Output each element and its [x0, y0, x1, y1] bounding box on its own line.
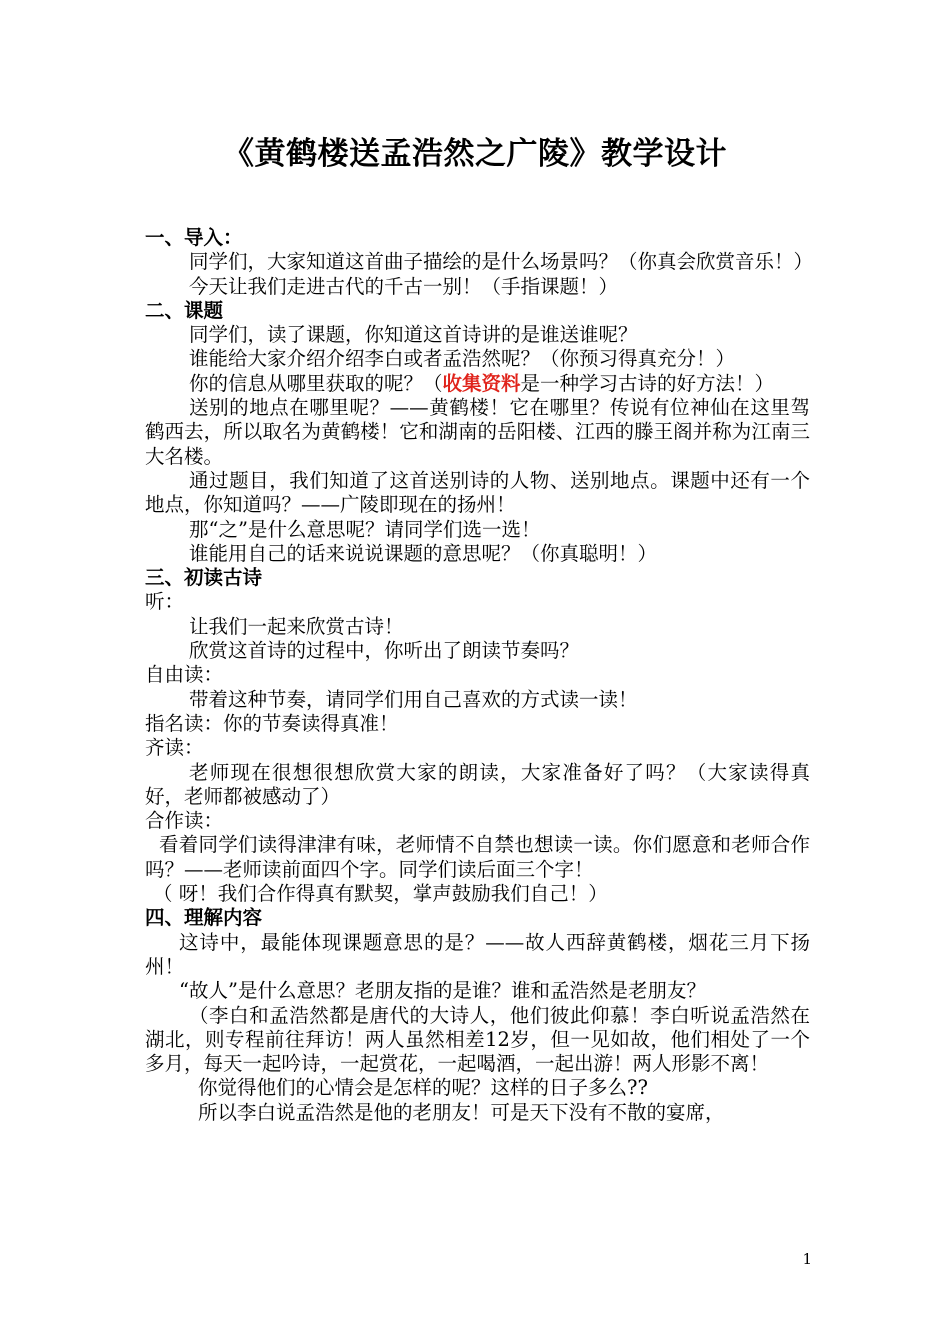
paragraph: 谁能用自己的话来说说课题的意思呢？（你真聪明！） [189, 541, 658, 565]
paragraph: 通过题目，我们知道了这首送别诗的人物、送别地点。课题中还有一个地点，你知道吗？——广陵即现在的扬州！ [145, 468, 810, 517]
paragraph: 带着这种节奏，请同学们用自己喜欢的方式读一读！ [189, 687, 638, 711]
highlighted-keyword: 收集资料 [442, 371, 521, 395]
paragraph: 欣赏这首诗的过程中，你听出了朗读节奏吗？ [189, 639, 580, 663]
subheading-group-reading: 齐读： [145, 736, 204, 760]
paragraph: 同学们，读了课题，你知道这首诗讲的是谁送谁呢？ [189, 323, 638, 347]
paragraph: 看着同学们读得津津有味，老师情不自禁也想读一读。你们愿意和老师合作吗？——老师读前面四个字。同学们读后面三个字！ [145, 833, 810, 881]
page-number: 1 [802, 1250, 812, 1268]
paragraph: “故人”是什么意思？老朋友指的是谁？谁和孟浩然是老朋友？ [179, 979, 706, 1003]
paragraph: 送别的地点在哪里呢？——黄鹤楼！它在哪里？传说有位神仙在这里驾鹤西去，所以取名为黄鹤楼！它和湖南的岳阳楼、江西的滕王阁并称为江南三大名楼。 [145, 396, 810, 468]
paragraph: 老师现在很想很想欣赏大家的朗读，大家准备好了吗？（大家读得真好，老师都被感动了） [145, 760, 810, 808]
paragraph: 谁能给大家介绍介绍李白或者孟浩然呢？（你预习得真充分！） [189, 347, 736, 371]
paragraph-text: 是一种学习古诗的好方法！） [520, 371, 775, 395]
section-heading-understanding: 四、理解内容 [145, 906, 263, 930]
paragraph: 你觉得他们的心情会是怎样的呢？这样的日子多么?? [198, 1076, 648, 1100]
document-title: 《黄鹤楼送孟浩然之广陵》教学设计 [223, 136, 727, 172]
paragraph: 今天让我们走进古代的千古一别！（手指课题！） [189, 274, 619, 298]
paragraph: 那“之”是什么意思呢？请同学们选一选！ [189, 517, 541, 541]
subheading-named-reading: 指名读：你的节奏读得真准！ [145, 711, 399, 735]
subheading-free-reading: 自由读： [145, 663, 224, 687]
paragraph: 这诗中，最能体现课题意思的是？——故人西辞黄鹤楼，烟花三月下扬州！ [145, 930, 810, 978]
paragraph: 同学们，大家知道这首曲子描绘的是什么场景吗？（你真会欣赏音乐！） [189, 250, 814, 274]
section-heading-first-reading: 三、初读古诗 [145, 566, 263, 590]
document-body [145, 226, 814, 1125]
paragraph: 所以李白说孟浩然是他的老朋友！可是天下没有不散的宴席， [198, 1100, 725, 1124]
paragraph [145, 372, 810, 396]
paragraph: 让我们一起来欣赏古诗！ [189, 614, 404, 638]
subheading-listen: 听： [145, 590, 185, 614]
paragraph-text: 你的信息从哪里获取的呢？（ [189, 371, 443, 395]
section-heading-title: 二、课题 [145, 298, 224, 322]
paragraph: （ 呀！我们合作得真有默契，掌声鼓励我们自己！） [153, 882, 608, 906]
section-heading-intro: 一、导入： [145, 226, 243, 249]
paragraph: （李白和孟浩然都是唐代的大诗人，他们彼此仰慕！李白听说孟浩然在湖北，则专程前往拜访！两人虽然相差12岁，但一见如故，他们相处了一个多月，每天一起吟诗，一起赏花，一起喝酒，一起出游！两人形影不离！ [145, 1003, 810, 1076]
subheading-cooperative-reading: 合作读： [145, 809, 224, 833]
